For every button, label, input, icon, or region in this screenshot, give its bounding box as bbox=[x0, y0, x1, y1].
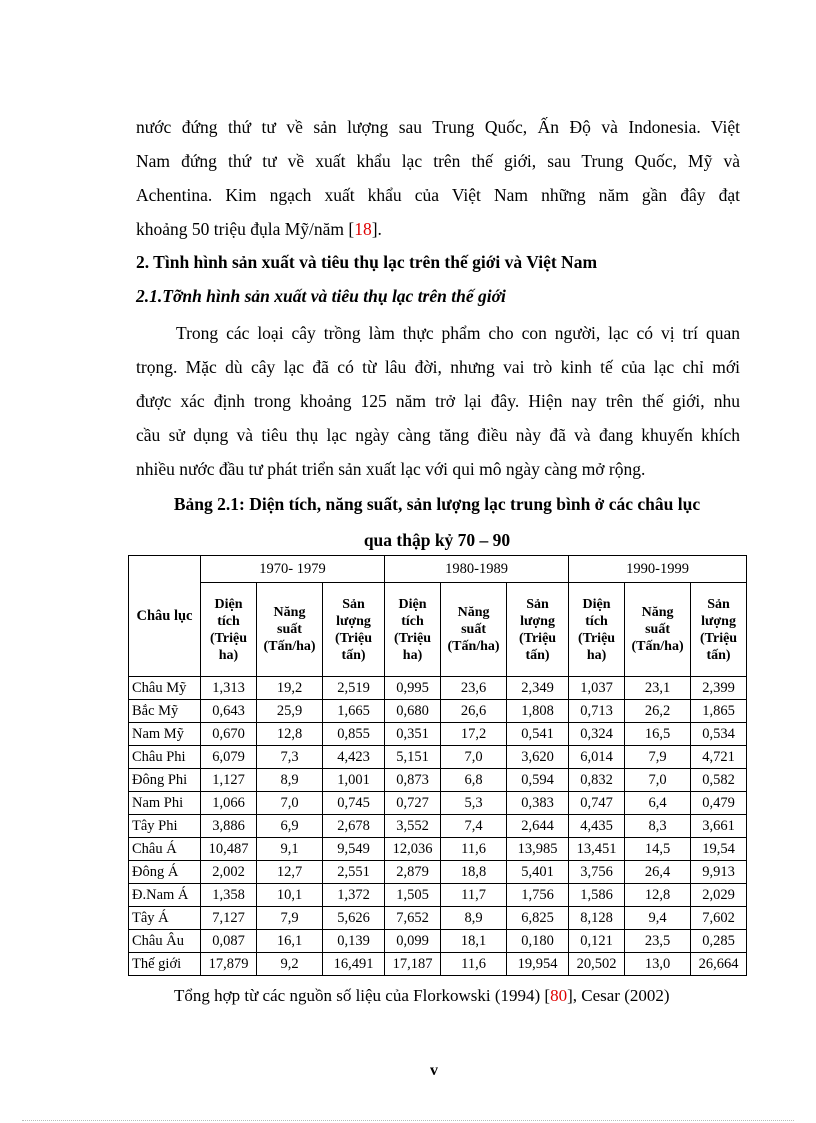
citation-link-80[interactable]: 80 bbox=[550, 986, 568, 1005]
value-cell: 16,491 bbox=[323, 953, 385, 976]
intro-paragraph bbox=[136, 110, 740, 246]
region-name-cell: Châu Âu bbox=[129, 930, 201, 953]
region-name-cell: Châu Á bbox=[129, 838, 201, 861]
intro-line-1: nước đứng thứ tư về sản lượng sau Trung Quốc, Ấn Độ và Indonesia. Việt bbox=[136, 117, 740, 137]
metric-header-word: Diện bbox=[398, 596, 427, 612]
intro-line-2: Nam đứng thứ tư về xuất khẩu lạc trên thế giới, sau Trung Quốc, Mỹ và bbox=[136, 151, 740, 171]
metric-header-yield bbox=[625, 583, 691, 677]
value-cell: 2,399 bbox=[691, 677, 747, 700]
value-cell: 3,886 bbox=[201, 815, 257, 838]
metric-header-area bbox=[385, 583, 441, 677]
value-cell: 20,502 bbox=[569, 953, 625, 976]
value-cell: 9,2 bbox=[257, 953, 323, 976]
value-cell: 1,586 bbox=[569, 884, 625, 907]
metric-header-word: (Triệu bbox=[393, 630, 432, 646]
value-cell: 1,756 bbox=[507, 884, 569, 907]
intro-line-3: Achentina. Kim ngạch xuất khẩu của Việt Nam những năm gần đây đạt bbox=[136, 185, 740, 205]
value-cell: 0,832 bbox=[569, 769, 625, 792]
value-cell: 6,825 bbox=[507, 907, 569, 930]
value-cell: 9,1 bbox=[257, 838, 323, 861]
value-cell: 7,127 bbox=[201, 907, 257, 930]
value-cell: 6,8 bbox=[441, 769, 507, 792]
metric-header-word: tích bbox=[217, 613, 240, 629]
value-cell: 8,3 bbox=[625, 815, 691, 838]
metric-header-word: ha) bbox=[586, 647, 607, 663]
table-caption bbox=[128, 486, 746, 558]
value-cell: 12,7 bbox=[257, 861, 323, 884]
value-cell: 23,5 bbox=[625, 930, 691, 953]
body-line-4: cầu sử dụng và tiêu thụ lạc ngày càng tăng điều này đã và đang khuyến khích bbox=[136, 425, 740, 445]
value-cell: 0,479 bbox=[691, 792, 747, 815]
region-name-cell: Nam Mỹ bbox=[129, 723, 201, 746]
value-cell: 10,1 bbox=[257, 884, 323, 907]
value-cell: 0,594 bbox=[507, 769, 569, 792]
value-cell: 7,9 bbox=[625, 746, 691, 769]
metric-header-yield bbox=[441, 583, 507, 677]
value-cell: 1,865 bbox=[691, 700, 747, 723]
value-cell: 10,487 bbox=[201, 838, 257, 861]
value-cell: 16,1 bbox=[257, 930, 323, 953]
value-cell: 4,721 bbox=[691, 746, 747, 769]
citation-link-18[interactable]: 18 bbox=[354, 219, 372, 239]
metric-header-word: ha) bbox=[218, 647, 239, 663]
value-cell: 1,037 bbox=[569, 677, 625, 700]
value-cell: 23,1 bbox=[625, 677, 691, 700]
table-row bbox=[129, 838, 747, 861]
region-name-cell: Đ.Nam Á bbox=[129, 884, 201, 907]
period-header: 1990-1999 bbox=[569, 556, 747, 583]
value-cell: 19,54 bbox=[691, 838, 747, 861]
table-row bbox=[129, 700, 747, 723]
metric-header-word: Diện bbox=[582, 596, 611, 612]
table-row bbox=[129, 746, 747, 769]
value-cell: 0,099 bbox=[385, 930, 441, 953]
value-cell: 2,519 bbox=[323, 677, 385, 700]
value-cell: 19,954 bbox=[507, 953, 569, 976]
value-cell: 0,582 bbox=[691, 769, 747, 792]
metric-header-word: Sản bbox=[342, 596, 365, 612]
value-cell: 18,8 bbox=[441, 861, 507, 884]
value-cell: 0,680 bbox=[385, 700, 441, 723]
value-cell: 1,001 bbox=[323, 769, 385, 792]
value-cell: 26,6 bbox=[441, 700, 507, 723]
metric-header-word: tích bbox=[401, 613, 424, 629]
body-line-2: trọng. Mặc dù cây lạc đã có từ lâu đời, nhưng vai trò kinh tế của lạc chỉ mới bbox=[136, 357, 740, 377]
value-cell: 1,066 bbox=[201, 792, 257, 815]
value-cell: 5,401 bbox=[507, 861, 569, 884]
table-row bbox=[129, 884, 747, 907]
metric-header-word: suất bbox=[461, 622, 486, 637]
value-cell: 7,9 bbox=[257, 907, 323, 930]
value-cell: 2,879 bbox=[385, 861, 441, 884]
value-cell: 13,451 bbox=[569, 838, 625, 861]
value-cell: 2,678 bbox=[323, 815, 385, 838]
metric-header-word: lượng bbox=[336, 613, 371, 629]
value-cell: 1,313 bbox=[201, 677, 257, 700]
value-cell: 3,552 bbox=[385, 815, 441, 838]
value-cell: 0,747 bbox=[569, 792, 625, 815]
value-cell: 0,121 bbox=[569, 930, 625, 953]
metric-header-yield bbox=[257, 583, 323, 677]
value-cell: 0,745 bbox=[323, 792, 385, 815]
value-cell: 0,139 bbox=[323, 930, 385, 953]
value-cell: 6,9 bbox=[257, 815, 323, 838]
value-cell: 0,383 bbox=[507, 792, 569, 815]
metric-header-word: (Triệu bbox=[334, 630, 373, 646]
value-cell: 5,3 bbox=[441, 792, 507, 815]
value-cell: 0,643 bbox=[201, 700, 257, 723]
metric-header-word: (Tấn/ha) bbox=[263, 639, 316, 654]
region-name-cell: Châu Phi bbox=[129, 746, 201, 769]
metric-header-word: (Tấn/ha) bbox=[631, 639, 684, 654]
value-cell: 8,9 bbox=[257, 769, 323, 792]
metric-header-area bbox=[569, 583, 625, 677]
value-cell: 9,4 bbox=[625, 907, 691, 930]
value-cell: 16,5 bbox=[625, 723, 691, 746]
value-cell: 17,2 bbox=[441, 723, 507, 746]
region-column-header: Châu lục bbox=[129, 556, 201, 677]
value-cell: 0,855 bbox=[323, 723, 385, 746]
region-name-cell: Nam Phi bbox=[129, 792, 201, 815]
value-cell: 13,985 bbox=[507, 838, 569, 861]
metric-header-word: (Triệu bbox=[209, 630, 248, 646]
metric-header-word: Sản bbox=[526, 596, 549, 612]
value-cell: 9,549 bbox=[323, 838, 385, 861]
table-row bbox=[129, 769, 747, 792]
value-cell: 4,435 bbox=[569, 815, 625, 838]
metric-header-word: suất bbox=[645, 622, 670, 637]
value-cell: 11,7 bbox=[441, 884, 507, 907]
value-cell: 1,358 bbox=[201, 884, 257, 907]
value-cell: 1,808 bbox=[507, 700, 569, 723]
value-cell: 13,0 bbox=[625, 953, 691, 976]
value-cell: 0,995 bbox=[385, 677, 441, 700]
value-cell: 11,6 bbox=[441, 838, 507, 861]
metric-header-word: Năng bbox=[273, 605, 306, 620]
body-line-1: Trong các loại cây trồng làm thực phẩm cho con người, lạc có vị trí quan bbox=[176, 323, 740, 343]
value-cell: 5,151 bbox=[385, 746, 441, 769]
metric-header-word: (Triệu bbox=[519, 630, 557, 646]
body-paragraph bbox=[136, 316, 740, 486]
value-cell: 14,5 bbox=[625, 838, 691, 861]
value-cell: 26,4 bbox=[625, 861, 691, 884]
table-row bbox=[129, 792, 747, 815]
table-row bbox=[129, 677, 747, 700]
value-cell: 5,626 bbox=[323, 907, 385, 930]
value-cell: 12,8 bbox=[625, 884, 691, 907]
body-line-5: nhiều nước đầu tư phát triển sản xuất lạc với qui mô ngày càng mở rộng. bbox=[136, 459, 646, 479]
value-cell: 2,002 bbox=[201, 861, 257, 884]
value-cell: 0,351 bbox=[385, 723, 441, 746]
region-name-cell: Bắc Mỹ bbox=[129, 700, 201, 723]
region-name-cell: Tây Á bbox=[129, 907, 201, 930]
value-cell: 7,0 bbox=[257, 792, 323, 815]
value-cell: 6,4 bbox=[625, 792, 691, 815]
metric-header-word: tích bbox=[585, 613, 608, 629]
metric-header-word: (Triệu bbox=[578, 630, 616, 646]
value-cell: 0,873 bbox=[385, 769, 441, 792]
value-cell: 2,349 bbox=[507, 677, 569, 700]
value-cell: 6,014 bbox=[569, 746, 625, 769]
metric-header-word: Năng bbox=[457, 605, 490, 620]
page-number: v bbox=[430, 1062, 438, 1079]
metric-header-word: (Tấn/ha) bbox=[447, 639, 500, 654]
peanut-statistics-table bbox=[128, 555, 747, 976]
metric-header-word: tấn) bbox=[706, 647, 731, 663]
value-cell: 23,6 bbox=[441, 677, 507, 700]
period-header: 1970- 1979 bbox=[201, 556, 385, 583]
region-name-cell: Đông Phi bbox=[129, 769, 201, 792]
metric-header-word: lượng bbox=[520, 613, 555, 629]
source-note bbox=[174, 986, 670, 1006]
intro-line-4-end: ]. bbox=[371, 219, 382, 239]
metric-header-production bbox=[691, 583, 747, 677]
metric-header-word: Sản bbox=[707, 596, 730, 612]
value-cell: 1,372 bbox=[323, 884, 385, 907]
table-metric-header-row bbox=[129, 583, 747, 677]
period-header: 1980-1989 bbox=[385, 556, 569, 583]
metric-header-word: ha) bbox=[402, 647, 423, 663]
table-row bbox=[129, 815, 747, 838]
value-cell: 7,652 bbox=[385, 907, 441, 930]
value-cell: 26,664 bbox=[691, 953, 747, 976]
value-cell: 1,665 bbox=[323, 700, 385, 723]
value-cell: 0,713 bbox=[569, 700, 625, 723]
table-caption-line-1: Bảng 2.1: Diện tích, năng suất, sản lượng lạc trung bình ở các châu lục bbox=[173, 494, 701, 514]
value-cell: 19,2 bbox=[257, 677, 323, 700]
region-name-cell: Tây Phi bbox=[129, 815, 201, 838]
metric-header-word: suất bbox=[277, 622, 302, 637]
table-row bbox=[129, 907, 747, 930]
value-cell: 7,4 bbox=[441, 815, 507, 838]
intro-line-4-text: khoảng 50 triệu đụla Mỹ/năm [ bbox=[136, 219, 355, 239]
table-period-header-row bbox=[129, 556, 747, 583]
metric-header-word: Năng bbox=[641, 605, 674, 620]
value-cell: 8,128 bbox=[569, 907, 625, 930]
metric-header-word: tấn) bbox=[525, 647, 550, 663]
table-row bbox=[129, 953, 747, 976]
value-cell: 12,036 bbox=[385, 838, 441, 861]
value-cell: 0,285 bbox=[691, 930, 747, 953]
metric-header-production bbox=[507, 583, 569, 677]
value-cell: 17,879 bbox=[201, 953, 257, 976]
value-cell: 7,3 bbox=[257, 746, 323, 769]
table-caption-line-2: qua thập kỷ 70 – 90 bbox=[363, 530, 511, 550]
metric-header-word: lượng bbox=[701, 613, 736, 629]
value-cell: 3,756 bbox=[569, 861, 625, 884]
value-cell: 7,602 bbox=[691, 907, 747, 930]
body-line-3: được xác định trong khoảng 125 năm trở lại đây. Hiện nay trên thế giới, nhu bbox=[136, 391, 740, 411]
section-heading: 2. Tình hình sản xuất và tiêu thụ lạc trên thế giới và Việt Nam bbox=[136, 252, 598, 272]
value-cell: 0,670 bbox=[201, 723, 257, 746]
value-cell: 4,423 bbox=[323, 746, 385, 769]
metric-header-word: tấn) bbox=[341, 647, 366, 663]
table-row bbox=[129, 861, 747, 884]
value-cell: 3,620 bbox=[507, 746, 569, 769]
value-cell: 0,727 bbox=[385, 792, 441, 815]
value-cell: 17,187 bbox=[385, 953, 441, 976]
value-cell: 9,913 bbox=[691, 861, 747, 884]
value-cell: 0,087 bbox=[201, 930, 257, 953]
metric-header-area bbox=[201, 583, 257, 677]
table-row bbox=[129, 723, 747, 746]
source-note-text: Tổng hợp từ các nguồn số liệu của Florkowski (1994) [ bbox=[174, 986, 551, 1005]
value-cell: 0,324 bbox=[569, 723, 625, 746]
source-note-end: ], Cesar (2002) bbox=[567, 986, 670, 1005]
value-cell: 2,644 bbox=[507, 815, 569, 838]
value-cell: 7,0 bbox=[625, 769, 691, 792]
value-cell: 0,541 bbox=[507, 723, 569, 746]
table-body bbox=[129, 677, 747, 976]
value-cell: 26,2 bbox=[625, 700, 691, 723]
value-cell: 3,661 bbox=[691, 815, 747, 838]
intro-line-4 bbox=[136, 212, 740, 246]
value-cell: 6,079 bbox=[201, 746, 257, 769]
value-cell: 2,551 bbox=[323, 861, 385, 884]
value-cell: 1,505 bbox=[385, 884, 441, 907]
value-cell: 0,180 bbox=[507, 930, 569, 953]
value-cell: 8,9 bbox=[441, 907, 507, 930]
value-cell: 2,029 bbox=[691, 884, 747, 907]
region-name-cell: Đông Á bbox=[129, 861, 201, 884]
value-cell: 1,127 bbox=[201, 769, 257, 792]
value-cell: 0,534 bbox=[691, 723, 747, 746]
region-name-cell: Châu Mỹ bbox=[129, 677, 201, 700]
value-cell: 11,6 bbox=[441, 953, 507, 976]
value-cell: 18,1 bbox=[441, 930, 507, 953]
value-cell: 12,8 bbox=[257, 723, 323, 746]
metric-header-production bbox=[323, 583, 385, 677]
metric-header-word: (Triệu bbox=[700, 630, 738, 646]
page-bottom-divider bbox=[22, 1120, 794, 1121]
subsection-heading: 2.1.Tỡnh hình sản xuất và tiêu thụ lạc trên thế giới bbox=[136, 286, 506, 306]
metric-header-word: Diện bbox=[214, 596, 243, 612]
value-cell: 25,9 bbox=[257, 700, 323, 723]
table-row bbox=[129, 930, 747, 953]
region-name-cell: Thế giới bbox=[129, 953, 201, 976]
value-cell: 7,0 bbox=[441, 746, 507, 769]
